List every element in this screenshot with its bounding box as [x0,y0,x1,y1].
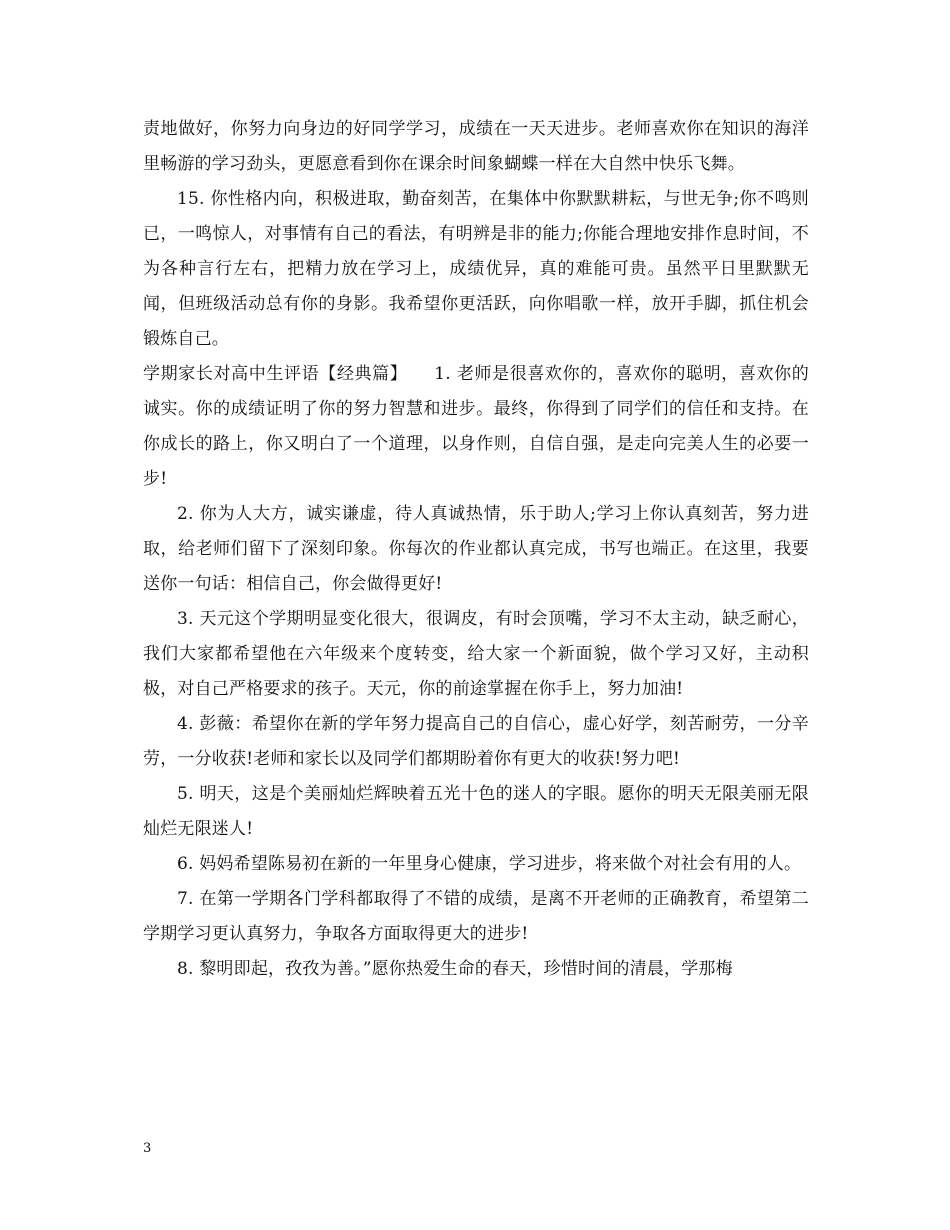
paragraph-1: 责地做好，你努力向身边的好同学学习，成绩在一天天进步。老师喜欢你在知识的海洋里畅游的学习劲头，更愿意看到你在课余时间象蝴蝶一样在大自然中快乐飞舞。 [143,119,809,174]
paragraph-3: 学期家长对高中生评语【经典篇】 1. 老师是很喜欢你的，喜欢你的聪明，喜欢你的诚实。你的成绩证明了你的努力智慧和进步。最终，你得到了同学们的信任和支持。在你成长的路上，你又明白了一个道理，以身作则，自信自强，是走向完美人生的必要一步! [143,364,809,489]
page-number: 3 [143,1141,152,1156]
paragraph-9: 7. 在第一学期各门学科都取得了不错的成绩，是离不开老师的正确教育，希望第二学期学习更认真努力，争取各方面取得更大的进步! [143,889,809,944]
paragraph-10: 8. 黎明即起，孜孜为善。”愿你热爱生命的春天，珍惜时间的清晨，学那梅 [177,959,733,979]
document-body [143,112,809,987]
paragraph-6: 4. 彭薇：希望你在新的学年努力提高自己的自信心，虚心好学，刻苦耐劳，一分辛劳，一分收获!老师和家长以及同学们都期盼着你有更大的收获!努力吧! [143,714,809,769]
paragraph-4: 2. 你为人大方，诚实谦虚，待人真诚热情，乐于助人;学习上你认真刻苦，努力进取，给老师们留下了深刻印象。你每次的作业都认真完成，书写也端正。在这里，我要送你一句话：相信自己，你会做得更好! [143,504,809,594]
paragraph-5: 3. 天元这个学期明显变化很大，很调皮，有时会顶嘴，学习不太主动，缺乏耐心，我们大家都希望他在六年级来个度转变，给大家一个新面貌，做个学习又好，主动积极，对自己严格要求的孩子。天元，你的前途掌握在你手上，努力加油! [143,609,809,699]
paragraph-2: 15. 你性格内向，积极进取，勤奋刻苦，在集体中你默默耕耘，与世无争;你不鸣则已，一鸣惊人，对事情有自己的看法，有明辨是非的能力;你能合理地安排作息时间，不为各种言行左右，把精力放在学习上，成绩优异，真的难能可贵。虽然平日里默默无闻，但班级活动总有你的身影。我希望你更活跃，向你唱歌一样，放开手脚，抓住机会锻炼自己。 [143,189,809,349]
paragraph-7: 5. 明天，这是个美丽灿烂辉映着五光十色的迷人的字眼。愿你的明天无限美丽无限灿烂无限迷人! [143,784,809,839]
paragraph-8: 6. 妈妈希望陈易初在新的一年里身心健康，学习进步，将来做个对社会有用的人。 [177,854,802,874]
